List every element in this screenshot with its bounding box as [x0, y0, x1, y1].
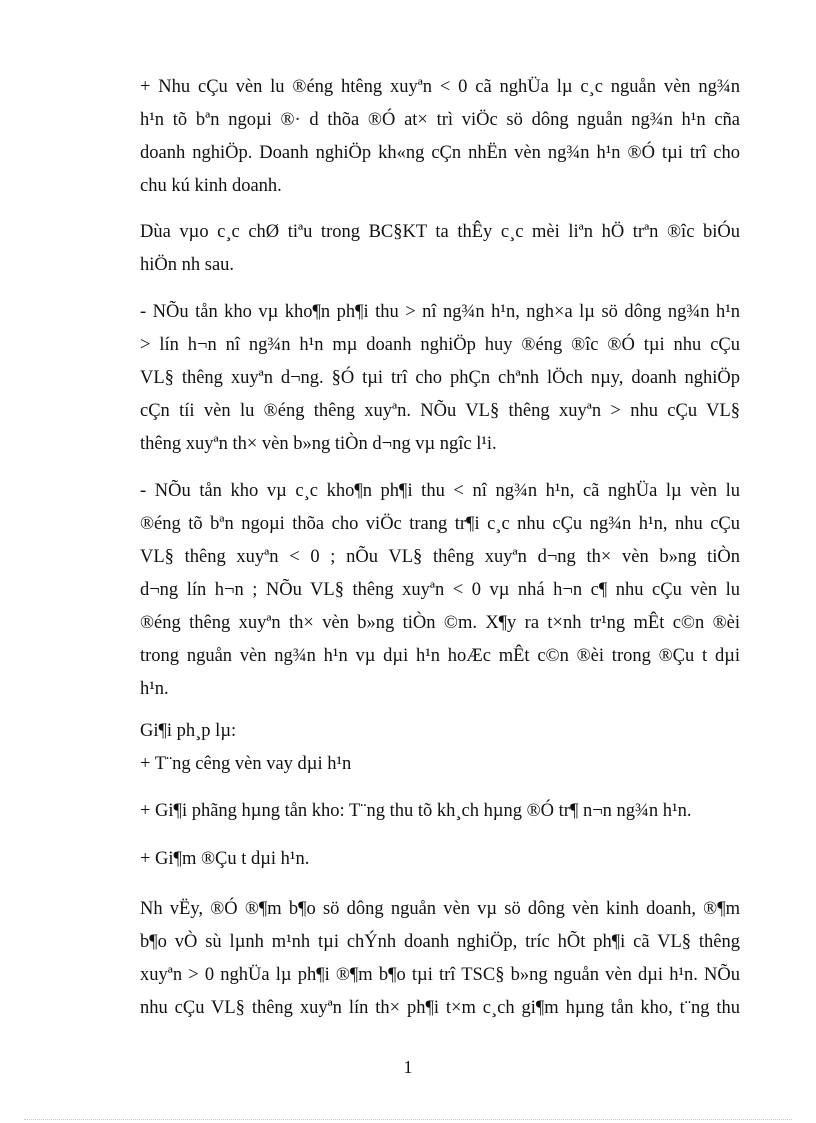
text-line: thêng xuyªn th× vèn b»ng tiÒn d¬ng vµ ngîc l¹i. — [140, 434, 497, 454]
text-line: ®éng thêng xuyªn th× vèn b»ng tiÒn ©m. X¶y ra t×nh tr¹ng mÊt c©n ®èi — [140, 613, 740, 633]
text-line: + Gi¶i phãng hµng tån kho: T¨ng thu tõ kh¸ch hµng ®Ó tr¶ n¬n ng¾n h¹n. — [140, 801, 692, 821]
page-number: 1 — [403, 1057, 413, 1077]
text-line: nhu cÇu VL§ thêng xuyªn lín th× ph¶i t×m c¸ch gi¶m hµng tån kho, t¨ng thu — [140, 998, 740, 1018]
text-line: Nh vËy, ®Ó ®¶m b¶o sö dông nguån vèn vµ sö dông vèn kinh doanh, ®¶m — [140, 899, 740, 919]
text-line: Gi¶i ph¸p lµ: — [140, 721, 237, 741]
text-line: xuyªn > 0 nghÜa lµ ph¶i ®¶m b¶o tµi trî TSC§ b»ng nguån vèn dµi h¹n. NÕu — [140, 965, 740, 985]
text-line: chu kú kinh doanh. — [140, 176, 282, 196]
text-line: > lín h¬n nî ng¾n h¹n mµ doanh nghiÖp huy ®éng ®îc ®Ó tµi nhu cÇu — [140, 335, 740, 355]
text-line: + T¨ng cêng vèn vay dµi h¹n — [140, 754, 352, 774]
page-bottom-divider — [24, 1119, 792, 1120]
text-line: VL§ thêng xuyªn < 0 ; nÕu VL§ thêng xuyªn d¬ng th× vèn b»ng tiÒn — [140, 547, 740, 567]
text-line: ®éng tõ bªn ngoµi thõa cho viÖc trang tr¶i c¸c nhu cÇu ng¾n h¹n, nhu cÇu — [140, 514, 740, 534]
text-line: + Gi¶m ®Çu t dµi h¹n. — [140, 849, 310, 869]
text-line: - NÕu tån kho vµ c¸c kho¶n ph¶i thu < nî ng¾n h¹n, cã nghÜa lµ vèn lu — [140, 481, 740, 501]
text-line: hiÖn nh sau. — [140, 255, 235, 275]
text-line: + Nhu cÇu vèn lu ®éng htêng xuyªn < 0 cã nghÜa lµ c¸c nguån vèn ng¾n — [140, 77, 740, 97]
text-line: h¹n. — [140, 679, 169, 699]
text-line: h¹n tõ bªn ngoµi ®· d thõa ®Ó at× trì viÖc sö dông nguån ng¾n h¹n cña — [140, 110, 740, 130]
text-line: trong nguån vèn ng¾n h¹n vµ dµi h¹n hoÆc mÊt c©n ®èi trong ®Çu t dµi — [140, 646, 740, 666]
text-line: VL§ thêng xuyªn d¬ng. §Ó tµi trî cho phÇn chªnh lÖch nµy, doanh nghiÖp — [140, 368, 740, 388]
text-line: b¶o vÒ sù lµnh m¹nh tµi chÝnh doanh nghiÖp, tríc hÕt ph¶i cã VL§ thêng — [140, 932, 740, 952]
text-line: - NÕu tån kho vµ kho¶n ph¶i thu > nî ng¾n h¹n, ngh×a lµ sö dông ng¾n h¹n — [140, 302, 740, 322]
text-line: doanh nghiÖp. Doanh nghiÖp kh«ng cÇn nhËn vèn ng¾n h¹n ®Ó tµi trî cho — [140, 143, 740, 163]
text-line: d¬ng lín h¬n ; NÕu VL§ thêng xuyªn < 0 vµ nhá h¬n c¶ nhu cÇu vèn lu — [140, 580, 740, 600]
text-line: Dùa vµo c¸c chØ tiªu trong BC§KT ta thÊy c¸c mèi liªn hÖ trªn ®îc biÓu — [140, 222, 740, 242]
text-line: cÇn tíi vèn lu ®éng thêng xuyªn. NÕu VL§ thêng xuyªn > nhu cÇu VL§ — [140, 401, 740, 421]
